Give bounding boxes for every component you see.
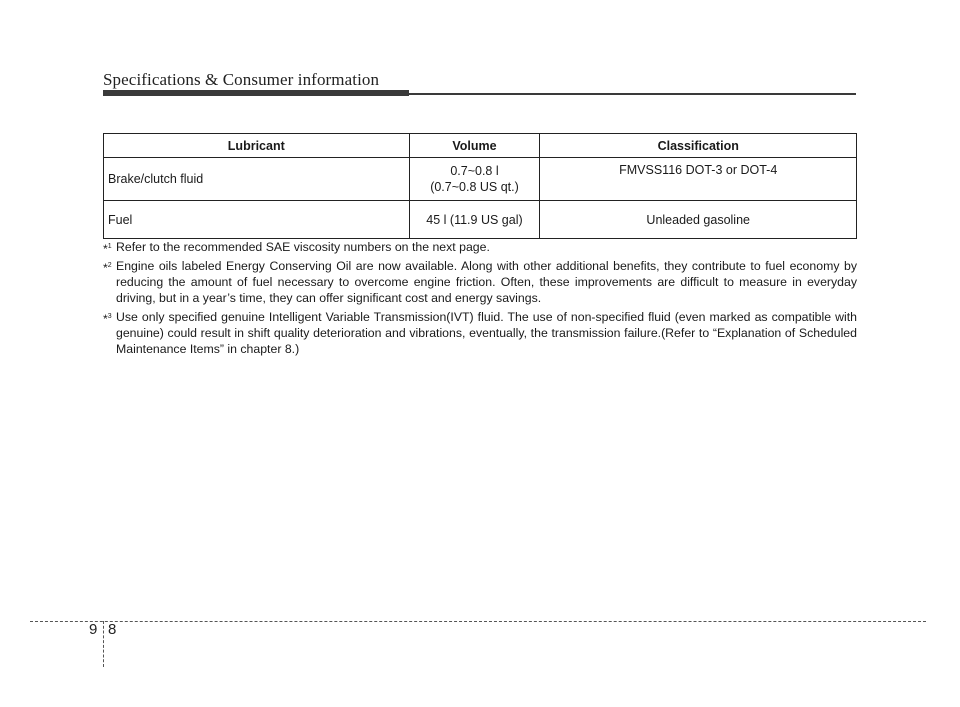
footer-rule <box>30 621 926 622</box>
table-row <box>104 158 857 201</box>
cell-volume: 45 l (11.9 US gal) <box>409 201 540 239</box>
cell-classification: FMVSS116 DOT-3 or DOT-4 <box>540 158 857 201</box>
footnotes <box>103 239 857 360</box>
footnote-marker: *$^3$ <box>103 312 112 326</box>
footnote <box>103 239 857 255</box>
footnote-marker: *$^1$ <box>103 242 112 256</box>
footnote-marker: *$^2$ <box>103 261 112 275</box>
footnote-text: Use only specified genuine Intelligent Variable Transmission(IVT) fluid. The use of non-specified fluid (even marked as compatible with genuine) could result in shift quality deterioration and vibrations, eventually, the transmission failure.(Refer to “Explanation of Scheduled Maintenance Items” in chapter 8.) <box>116 310 857 356</box>
footnote-text: Engine oils labeled Energy Conserving Oil are now available. Along with other additional benefits, they contribute to fuel economy by reducing the amount of fuel necessary to overcome engine friction. Often, these improvements are difficult to measure in everyday driving, but in a year’s time, they can offer significant cost and energy savings. <box>116 259 857 305</box>
table-row <box>104 201 857 239</box>
header-volume: Volume <box>409 134 540 158</box>
footnote <box>103 258 857 306</box>
table-header-row <box>104 134 857 158</box>
volume-line: 0.7~0.8 l <box>450 164 499 178</box>
header-lubricant: Lubricant <box>104 134 410 158</box>
footer-divider <box>103 621 104 667</box>
cell-lubricant: Fuel <box>104 201 410 239</box>
cell-lubricant: Brake/clutch fluid <box>104 158 410 201</box>
volume-line: (0.7~0.8 US qt.) <box>430 180 519 194</box>
footnote <box>103 309 857 357</box>
section-title: Specifications & Consumer information <box>103 70 380 89</box>
header-accent-bar <box>103 90 409 96</box>
chapter-number: 9 <box>89 621 98 638</box>
header-classification: Classification <box>540 134 857 158</box>
footnote-text: Refer to the recommended SAE viscosity numbers on the next page. <box>116 240 490 254</box>
cell-volume <box>409 158 540 201</box>
header-rule <box>409 93 856 95</box>
lubricant-table <box>103 133 857 239</box>
page-number: 8 <box>108 621 117 638</box>
cell-classification: Unleaded gasoline <box>540 201 857 239</box>
